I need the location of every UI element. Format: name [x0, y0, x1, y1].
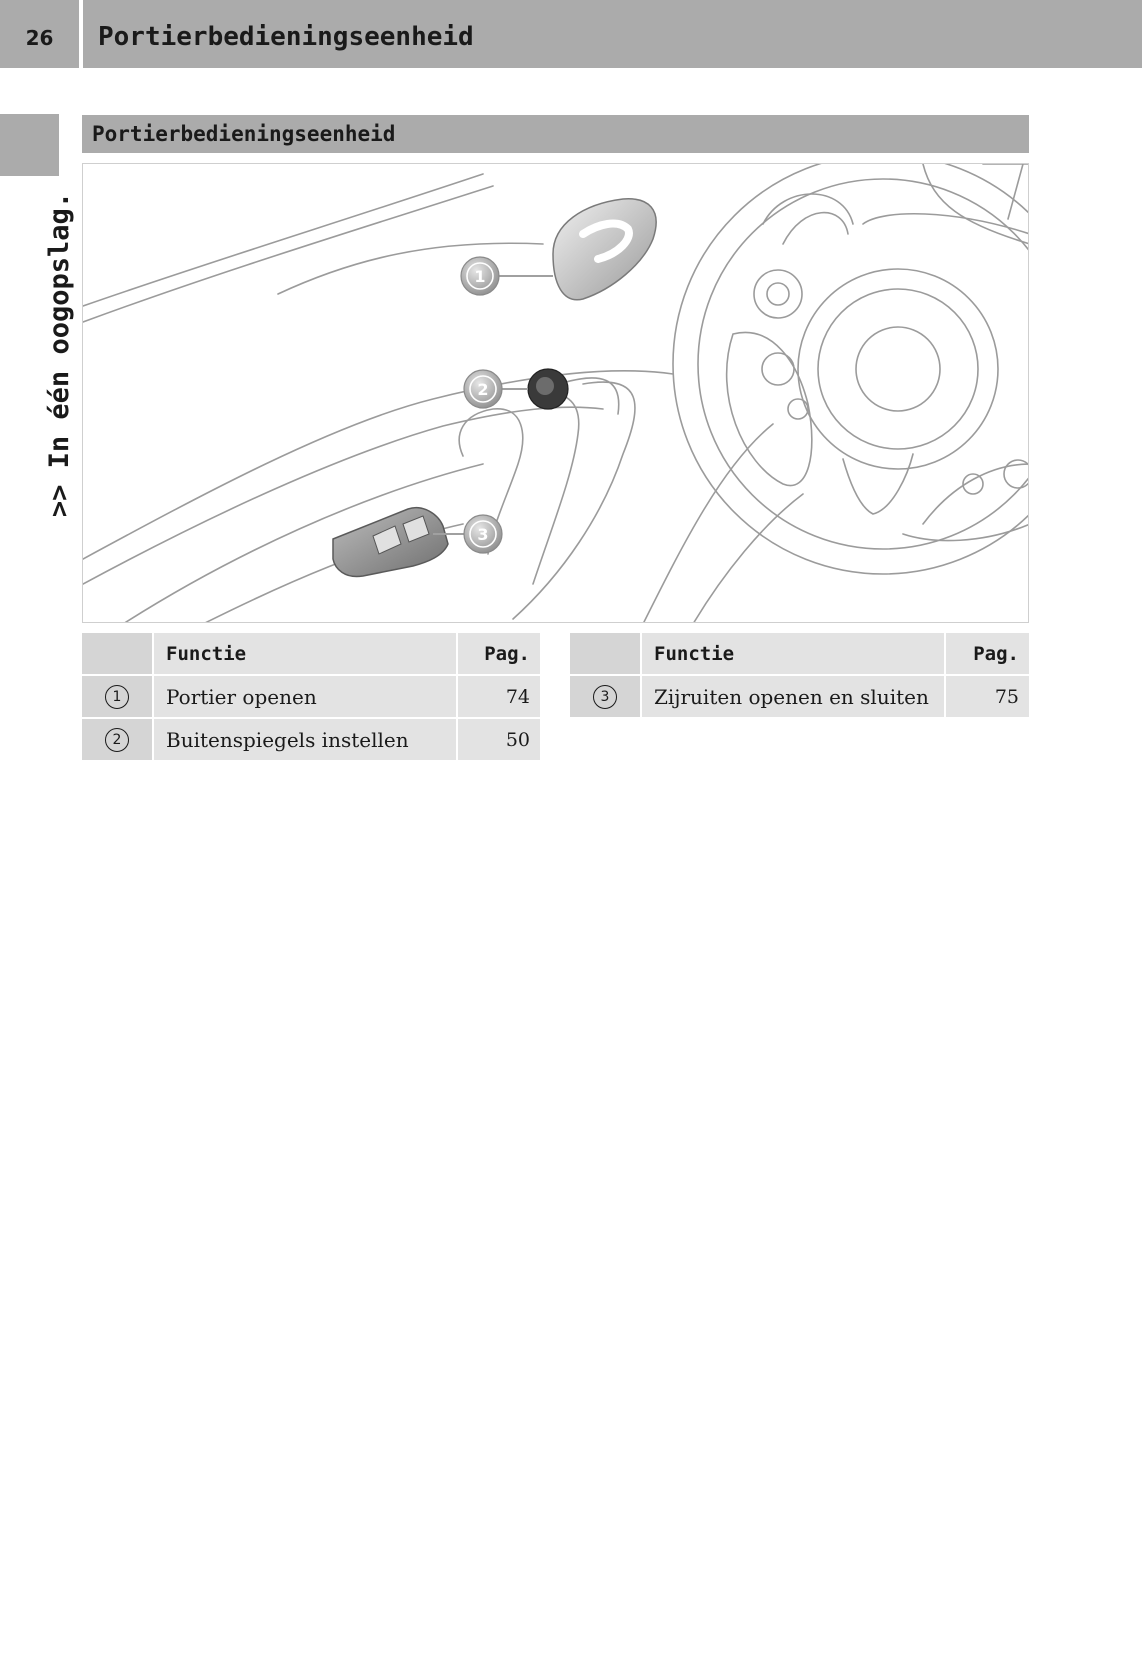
chapter-label: >> In één oogopslag.: [44, 192, 75, 518]
table-header-pag: Pag.: [458, 633, 540, 674]
function-table-left: [82, 633, 540, 760]
callout-2-label: 2: [477, 380, 489, 399]
callout-1: [461, 257, 499, 295]
page-reference: 50: [458, 719, 540, 760]
page-title: Portierbedieningseenheid: [98, 22, 474, 52]
page-header: [83, 0, 1142, 68]
function-label: Portier openen: [154, 676, 456, 717]
page-reference: 74: [458, 676, 540, 717]
page-number: 26: [0, 0, 79, 68]
function-table-right: [570, 633, 1029, 717]
table-row: [82, 676, 540, 717]
table-header-functie: Functie: [642, 633, 944, 674]
callout-symbol-2: 2: [82, 719, 152, 760]
callout-3: [464, 515, 502, 553]
callout-1-label: 1: [474, 267, 486, 286]
callout-symbol-3: 3: [570, 676, 640, 717]
function-label: Buitenspiegels instellen: [154, 719, 456, 760]
table-header-functie: Functie: [154, 633, 456, 674]
function-label: Zijruiten openen en sluiten: [642, 676, 944, 717]
callout-symbol-1: 1: [82, 676, 152, 717]
table-header-num: [82, 633, 152, 674]
window-switch-panel: [333, 508, 448, 577]
table-row: [570, 676, 1029, 717]
page-reference: 75: [946, 676, 1029, 717]
section-title: Portierbedieningseenheid: [92, 122, 396, 146]
table-row: [82, 719, 540, 760]
side-tab: [0, 114, 59, 176]
section-header: [82, 115, 1029, 153]
door-handle: [553, 199, 656, 300]
door-control-illustration: [82, 163, 1029, 623]
callout-3-label: 3: [477, 525, 489, 544]
table-header-row: [570, 633, 1029, 674]
callout-2: [464, 370, 502, 408]
table-header-num: [570, 633, 640, 674]
mirror-adjust-knob: [528, 369, 568, 409]
table-header-row: [82, 633, 540, 674]
table-header-pag: Pag.: [946, 633, 1029, 674]
